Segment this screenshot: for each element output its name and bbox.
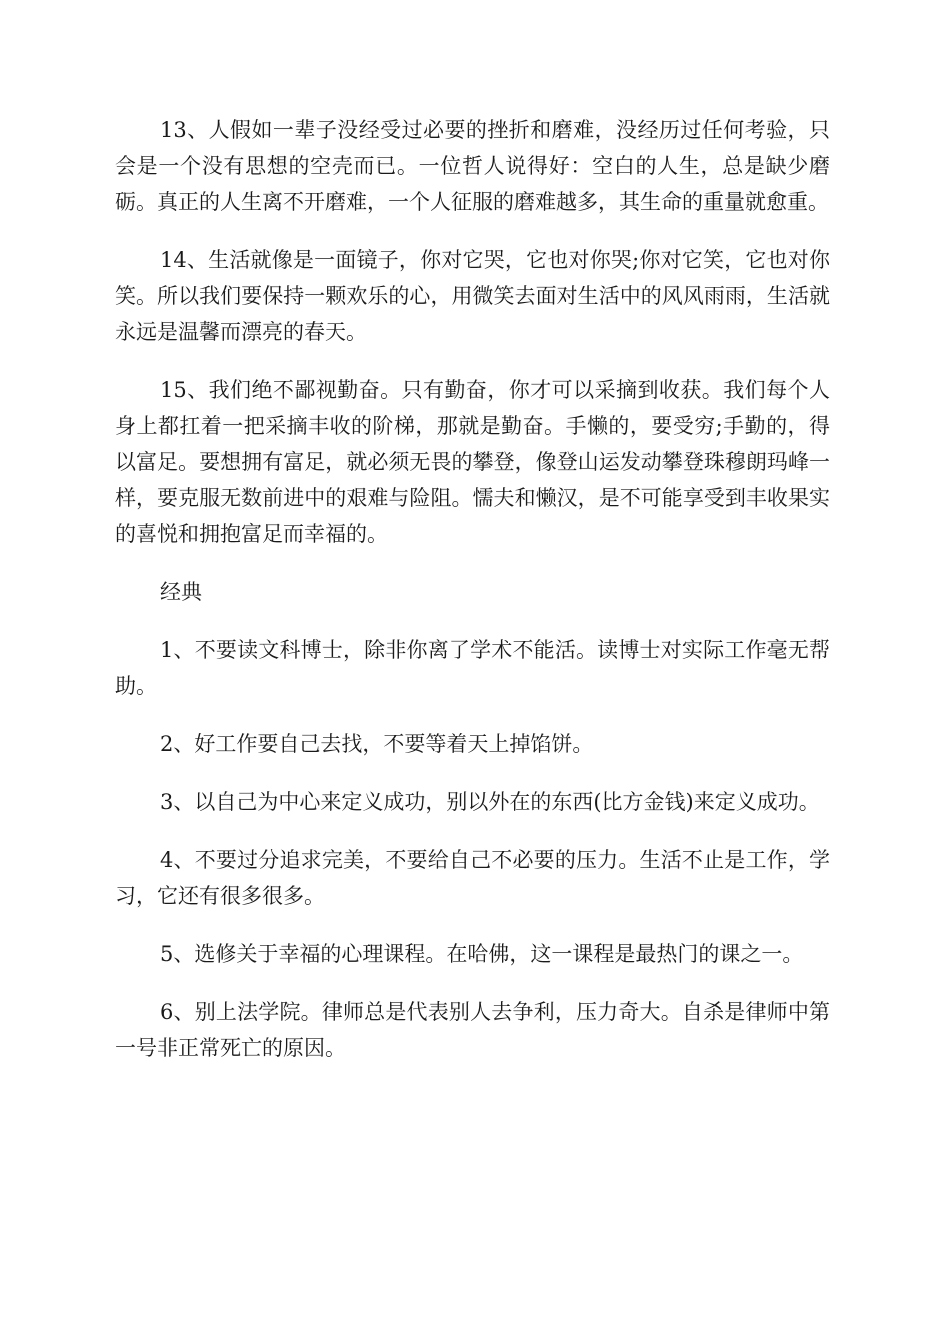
classic-item-3: 3、以自己为中心来定义成功，别以外在的东西(比方金钱)来定义成功。 — [160, 790, 820, 814]
paragraph-15: 15、我们绝不鄙视勤奋。只有勤奋，你才可以采摘到收获。我们每个人身上都扛着一把采摘丰收的阶梯，那就是勤奋。手懒的，要受穷;手勤的，得以富足。要想拥有富足，就必须无畏的攀登，像登山运发动攀登珠穆朗玛峰一样，要克服无数前进中的艰难与险阻。懦夫和懒汉，是不可能享受到丰收果实的喜悦和拥抱富足而幸福的。 — [115, 378, 830, 546]
classic-item-6: 6、别上法学院。律师总是代表别人去争利，压力奇大。自杀是律师中第一号非正常死亡的原因。 — [115, 1000, 830, 1060]
classic-item-4: 4、不要过分追求完美，不要给自己不必要的压力。生活不止是工作，学习，它还有很多很多。 — [115, 848, 830, 908]
classic-item-1: 1、不要读文科博士，除非你离了学术不能活。读博士对实际工作毫无帮助。 — [115, 638, 830, 698]
paragraph-14: 14、生活就像是一面镜子，你对它哭，它也对你哭;你对它笑，它也对你笑。所以我们要保持一颗欢乐的心，用微笑去面对生活中的风风雨雨，生活就永远是温馨而漂亮的春天。 — [115, 248, 830, 344]
document-page — [115, 112, 830, 1088]
classic-item-5: 5、选修关于幸福的心理课程。在哈佛，这一课程是最热门的课之一。 — [160, 942, 804, 966]
paragraph-13: 13、人假如一辈子没经受过必要的挫折和磨难，没经历过任何考验，只会是一个没有思想的空壳而已。一位哲人说得好：空白的人生，总是缺少磨砺。真正的人生离不开磨难，一个人征服的磨难越多，其生命的重量就愈重。 — [115, 118, 830, 214]
section-heading: 经典 — [160, 580, 202, 604]
classic-item-2: 2、好工作要自己去找，不要等着天上掉馅饼。 — [160, 732, 594, 756]
